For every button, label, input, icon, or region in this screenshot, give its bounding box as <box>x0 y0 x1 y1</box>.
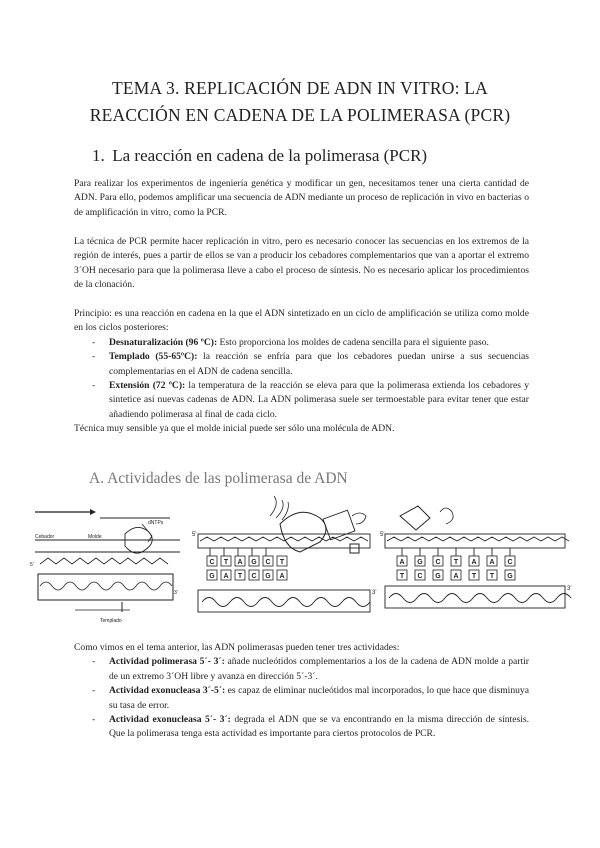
base-box <box>469 556 479 566</box>
paragraph-pcr-technique: La técnica de PCR permite hacer replicación in vitro, pero es necesario conocer las secuencias en los extremos de la región de interés, pues a partir de ellos se van a producir los cebadores complementarios que van a aportar el extremo 3´OH necesario para que la polimerasa lleve a cabo el proceso de síntesis. No es necesario aplicar los procedimientos de la clonación. <box>74 236 529 291</box>
title-line-2: REACCIÓN EN CADENA DE LA POLIMERASA (PCR) <box>89 105 511 125</box>
fig-panel3-5prime: 5' <box>380 532 385 538</box>
activities-block <box>74 641 529 742</box>
activities-list <box>74 655 529 741</box>
base-box <box>415 556 425 566</box>
section-a-heading: A. Actividades de las polimerasa de ADN <box>89 470 348 487</box>
activity-term: Actividad exonucleasa 5´- 3´: <box>109 714 231 726</box>
svg-text:A: A <box>453 573 459 580</box>
base-box <box>397 570 407 580</box>
svg-text:C: C <box>417 573 423 580</box>
base-box <box>505 556 515 566</box>
svg-text:C: C <box>209 559 215 566</box>
fig-panel2-5prime: 5' <box>192 532 197 538</box>
svg-text:A: A <box>279 573 285 580</box>
svg-text:G: G <box>209 573 215 580</box>
base-box <box>415 570 425 580</box>
base-box <box>433 556 443 566</box>
base-box <box>235 570 245 580</box>
principle-intro: Principio: es una reacción en cadena en la que el ADN sintetizado en un ciclo de amplificación se utiliza como molde en los ciclos posteriores: <box>74 308 529 334</box>
figure-panel-2 <box>198 496 370 612</box>
svg-text:T: T <box>489 573 495 580</box>
list-item: - Actividad polimerasa 5´- 3´: añade nucleótidos complementarios a los de la cadena de ADN molde a partir de un extremo 3´OH libre y avanza en dirección 5´-3´. <box>92 656 529 682</box>
step-term: Desnaturalización (96 ºC): <box>109 336 218 348</box>
base-box <box>505 570 515 580</box>
step-term: Extensión (72 ºC): <box>109 380 186 392</box>
activity-text: añade nucleótidos complementarios a los de la cadena de ADN molde a partir de un extremo 3´OH libre y avanza en dirección 5´-3´. <box>109 656 529 682</box>
svg-text:C: C <box>251 573 257 580</box>
base-box <box>249 570 259 580</box>
principle-block <box>74 307 529 437</box>
base-box <box>451 556 461 566</box>
list-item: - Actividad exonucleasa 3´-5´: es capaz de eliminar nucleótidos mal incorporados, lo que hace que disminuya su tasa de error. <box>92 685 529 711</box>
fig-label-5prime: 5' <box>30 562 34 568</box>
svg-text:T: T <box>453 559 459 566</box>
step-text: la temperatura de la reacción se eleva para que la polimerasa extienda los cebadores y sintetice así nuevas cadenas de ADN. La ADN polimerasa suele ser termoestable para evitar tener que estar añadiendo polimerasa al final de cada ciclo. <box>109 380 529 420</box>
base-box <box>277 556 287 566</box>
paragraph-intro: Para realizar los experimentos de ingeniería genética y modificar un gen, necesitamos tener una cierta cantidad de ADN. Para ello, podemos amplificar una secuencia de ADN mediante un proceso de replicación in vivo en bacterias o de amplificación in vitro, como la PCR. <box>74 178 529 218</box>
pcr-steps-list <box>74 336 529 422</box>
base-box <box>249 556 259 566</box>
svg-text:G: G <box>265 573 271 580</box>
step-text: Esto proporciona los moldes de cadena sencilla para el siguiente paso. <box>217 336 489 348</box>
base-box <box>277 570 287 580</box>
activity-text: es capaz de eliminar nucleótidos mal incorporados, lo que hace que disminuya su tasa de error. <box>109 685 529 711</box>
activity-text: degrada el ADN que se va encontrando en la misma dirección de síntesis. Que la polimerasa tenga esta actividad es importante para ciertos protocolos de PCR. <box>109 714 530 740</box>
list-item: - Extensión (72 ºC): la temperatura de la reacción se eleva para que la polimerasa extienda los cebadores y sintetice así nuevas cadenas de ADN. La ADN polimerasa suele ser termoestable para evitar tener que estar añadiendo polimerasa al final de cada ciclo. <box>92 380 529 420</box>
svg-text:G: G <box>417 559 423 566</box>
fig-label-dntps: dNTPs <box>148 520 164 526</box>
step-text: la reacción se enfría para que los cebadores puedan unirse a sus secuencias complementarias en el ADN de cadena sencilla. <box>109 351 529 377</box>
base-box <box>207 570 217 580</box>
closing-note: Técnica muy sensible ya que el molde inicial puede ser sólo una molécula de ADN. <box>74 423 395 435</box>
base-box <box>469 570 479 580</box>
fig-label-templado: Templado <box>100 618 122 624</box>
section-1-heading <box>92 146 427 166</box>
fig-panel2-3prime: 3' <box>372 590 377 596</box>
fig-label-3prime: 3' <box>174 590 178 596</box>
list-item: - Templado (55-65ºC): la reacción se enfría para que los cebadores puedan unirse a sus secuencias complementarias en el ADN de cadena sencilla. <box>92 351 529 377</box>
activities-intro: Como vimos en el tema anterior, las ADN polimerasas pueden tener tres actividades: <box>74 642 400 653</box>
polymerase-activity-figure <box>30 494 575 629</box>
base-box <box>433 570 443 580</box>
title-line-1: TEMA 3. REPLICACIÓN DE ADN IN VITRO: LA <box>112 78 488 98</box>
activity-term: Actividad polimerasa 5´- 3´: <box>109 656 225 668</box>
base-box <box>263 570 273 580</box>
svg-text:G: G <box>251 559 257 566</box>
fig-label-molde: Molde <box>88 534 102 540</box>
base-box <box>487 556 497 566</box>
base-box <box>221 556 231 566</box>
svg-text:G: G <box>435 573 441 580</box>
svg-text:A: A <box>489 559 495 566</box>
base-box <box>207 556 217 566</box>
base-box <box>451 570 461 580</box>
section-1-number: 1. <box>92 146 105 165</box>
figure-panel-3 <box>385 506 571 608</box>
svg-text:C: C <box>265 559 271 566</box>
svg-text:A: A <box>399 559 405 566</box>
svg-text:T: T <box>237 573 243 580</box>
base-box <box>487 570 497 580</box>
svg-text:A: A <box>471 559 477 566</box>
base-box <box>263 556 273 566</box>
list-item: - Actividad exonucleasa 5´- 3´: degrada el ADN que se va encontrando en la misma dirección de síntesis. Que la polimerasa tenga esta actividad es importante para ciertos protocolos de PCR. <box>92 714 530 740</box>
base-box <box>235 556 245 566</box>
svg-text:A: A <box>237 559 243 566</box>
base-box <box>221 570 231 580</box>
fig-label-cebador: Cebador <box>35 534 55 540</box>
activity-term: Actividad exonucleasa 3´-5´: <box>109 685 226 697</box>
section-1-heading-text: La reacción en cadena de la polimerasa (PCR) <box>112 146 428 165</box>
base-box <box>397 556 407 566</box>
svg-text:T: T <box>223 559 229 566</box>
list-item: - Desnaturalización (96 ºC): Esto proporciona los moldes de cadena sencilla para el siguiente paso. <box>92 336 489 348</box>
fig-panel3-3prime: 3' <box>567 586 572 592</box>
svg-text:C: C <box>507 559 513 566</box>
page-title <box>60 75 540 129</box>
step-term: Templado (55-65ºC): <box>109 351 198 363</box>
svg-text:A: A <box>223 573 229 580</box>
svg-text:T: T <box>399 573 405 580</box>
svg-text:G: G <box>507 573 513 580</box>
svg-text:T: T <box>471 573 477 580</box>
svg-text:C: C <box>435 559 441 566</box>
svg-text:T: T <box>279 559 285 566</box>
